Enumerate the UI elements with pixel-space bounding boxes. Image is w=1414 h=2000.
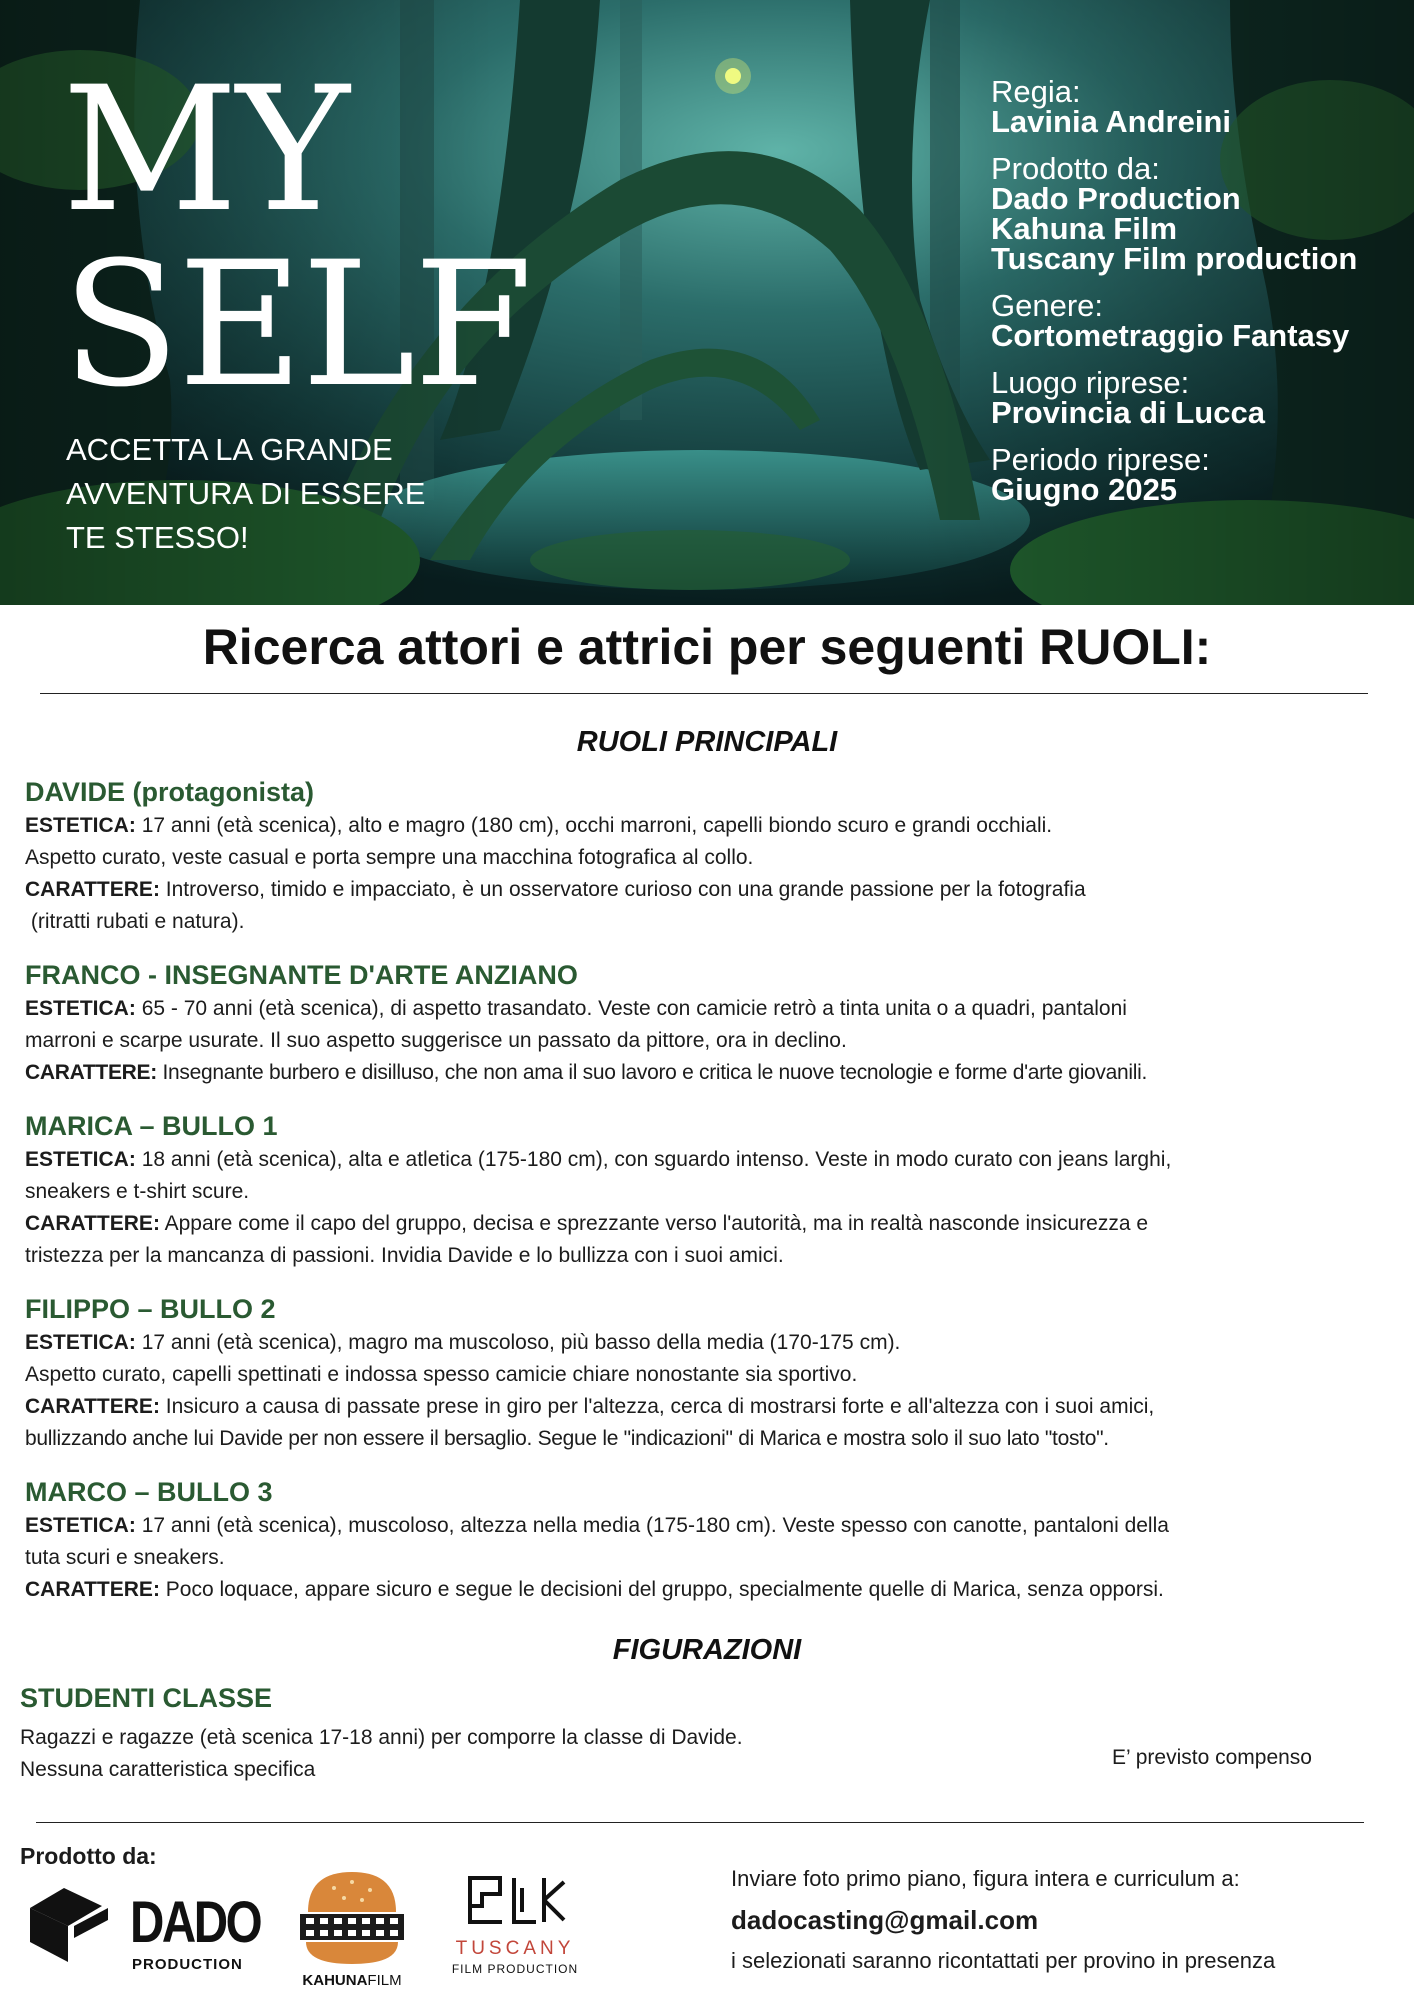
role-franco — [25, 957, 1400, 1089]
contact-instructions: Inviare foto primo piano, figura intera e curriculum a: — [731, 1866, 1240, 1891]
roles-list — [25, 774, 1400, 1625]
estetica-label: ESTETICA: — [25, 1148, 136, 1171]
carattere-label: CARATTERE: — [25, 1578, 160, 1601]
produced-by-label: Prodotto da: — [20, 1843, 157, 1869]
role-estetica — [25, 993, 1400, 1057]
credit-location — [991, 367, 1411, 428]
role-carattere — [25, 874, 1400, 938]
compensation-note: E’ previsto compenso — [1112, 1746, 1312, 1769]
dado-production-logo — [24, 1878, 264, 1978]
estetica-label: ESTETICA: — [25, 814, 136, 837]
role-estetica — [25, 1144, 1400, 1208]
tagline-line: AVVENTURA DI ESSERE — [66, 476, 426, 511]
casting-heading: Ricerca attori e attrici per seguenti RUOLI: — [202, 619, 1212, 675]
kahuna-film-logo — [292, 1868, 412, 1994]
estetica-text: 17 anni (età scenica), magro ma muscoloso, più basso della media (170-175 cm). — [141, 1331, 901, 1354]
carattere-text: Appare come il capo del gruppo, decisa e sprezzante verso l'autorità, ma in realtà nasconde insicurezza e — [164, 1212, 1149, 1235]
dado-wordmark: DADO — [130, 1890, 261, 1955]
role-name: MARICA – BULLO 1 — [25, 1111, 278, 1141]
credit-label: Regia: — [991, 74, 1081, 109]
contact-note: i selezionati saranno ricontattati per provino in presenza — [731, 1948, 1276, 1973]
tuscany-wordmark: TUSCANY — [455, 1938, 575, 1959]
carattere-label: CARATTERE: — [25, 1061, 157, 1084]
credit-value: Kahuna Film — [991, 211, 1178, 246]
divider — [40, 693, 1368, 694]
role-carattere — [25, 1208, 1400, 1272]
credit-period — [991, 444, 1411, 505]
extras-description — [20, 1722, 743, 1786]
estetica-text: sneakers e t-shirt scure. — [25, 1180, 250, 1203]
role-marica — [25, 1108, 1400, 1272]
dado-icon — [24, 1878, 116, 1964]
credit-label: Prodotto da: — [991, 151, 1160, 186]
section-title-extras: FIGURAZIONI — [612, 1634, 802, 1666]
role-carattere — [25, 1391, 1400, 1455]
dado-subtitle: PRODUCTION — [132, 1956, 243, 1973]
carattere-label: CARATTERE: — [25, 1212, 160, 1235]
tuscany-icon — [440, 1872, 590, 1932]
credit-label: Luogo riprese: — [991, 365, 1190, 400]
burger-film-icon — [292, 1868, 412, 1968]
carattere-text: tristezza per la mancanza di passioni. Invidia Davide e lo bullizza con i suoi amici. — [25, 1244, 784, 1267]
estetica-text: 65 - 70 anni (età scenica), di aspetto trasandato. Veste con camicie retrò a tinta unita o a quadri, pantaloni — [141, 997, 1127, 1020]
credit-label: Genere: — [991, 288, 1104, 323]
role-filippo — [25, 1291, 1400, 1455]
role-estetica — [25, 1327, 1400, 1391]
estetica-text: Aspetto curato, capelli spettinati e indossa spesso camicie chiare nonostante sia sportivo. — [25, 1363, 858, 1386]
credit-label: Periodo riprese: — [991, 442, 1210, 477]
carattere-text: Insicuro a causa di passate prese in giro per l'altezza, cerca di mostrarsi forte e all'altezza con i suoi amici, — [165, 1395, 1155, 1418]
credit-producers — [991, 153, 1411, 274]
credit-value: Lavinia Andreini — [991, 104, 1232, 139]
credit-value: Cortometraggio Fantasy — [991, 318, 1350, 353]
carattere-label: CARATTERE: — [25, 1395, 160, 1418]
role-name: FILIPPO – BULLO 2 — [25, 1294, 276, 1324]
kahuna-wordmark-light: FILM — [367, 1972, 402, 1989]
role-davide — [25, 774, 1400, 938]
role-estetica — [25, 1510, 1400, 1574]
extras-role-name: STUDENTI CLASSE — [20, 1683, 273, 1713]
contact-info — [731, 1863, 1411, 1977]
tuscany-subtitle: FILM PRODUCTION — [451, 1962, 579, 1976]
kahuna-wordmark — [292, 1972, 412, 1989]
credit-value: Dado Production — [991, 181, 1241, 216]
credit-value: Tuscany Film production — [991, 241, 1358, 276]
credit-value: Giugno 2025 — [991, 472, 1178, 507]
estetica-text: tuta scuri e sneakers. — [25, 1546, 225, 1569]
role-carattere — [25, 1057, 1400, 1089]
carattere-text: (ritratti rubati e natura). — [25, 910, 245, 933]
contact-email[interactable]: dadocasting@gmail.com — [731, 1905, 1039, 1935]
estetica-label: ESTETICA: — [25, 997, 136, 1020]
role-name: FRANCO - INSEGNANTE D'ARTE ANZIANO — [25, 960, 578, 990]
film-title — [62, 49, 531, 425]
credit-value: Provincia di Lucca — [991, 395, 1265, 430]
role-carattere — [25, 1574, 1400, 1606]
estetica-label: ESTETICA: — [25, 1331, 136, 1354]
estetica-text: 18 anni (età scenica), alta e atletica (175-180 cm), con sguardo intenso. Veste in modo curato con jeans larghi, — [141, 1148, 1172, 1171]
hero-banner — [0, 0, 1414, 605]
kahuna-wordmark-bold: KAHUNA — [302, 1972, 368, 1989]
estetica-text: 17 anni (età scenica), alto e magro (180 cm), occhi marroni, capelli biondo scuro e grandi occhiali. — [141, 814, 1053, 837]
estetica-text: Aspetto curato, veste casual e porta sempre una macchina fotografica al collo. — [25, 846, 754, 869]
tagline-line: TE STESSO! — [66, 520, 249, 555]
carattere-text: Insegnante burbero e disilluso, che non ama il suo lavoro e critica le nuove tecnologie e forme d'arte giovanili. — [162, 1061, 1148, 1084]
tagline — [66, 428, 446, 560]
estetica-text: 17 anni (età scenica), muscoloso, altezza nella media (175-180 cm). Veste spesso con canotte, pantaloni della — [141, 1514, 1169, 1537]
divider — [36, 1822, 1364, 1823]
role-name: DAVIDE (protagonista) — [25, 777, 314, 807]
carattere-text: Poco loquace, appare sicuro e segue le decisioni del gruppo, specialmente quelle di Marica, senza opporsi. — [165, 1578, 1164, 1601]
carattere-label: CARATTERE: — [25, 878, 160, 901]
film-title-line-1: MY — [62, 49, 348, 250]
section-title-principal: RUOLI PRINCIPALI — [576, 726, 838, 758]
role-marco — [25, 1474, 1400, 1606]
film-credits — [991, 76, 1411, 521]
credit-genre — [991, 290, 1411, 351]
estetica-label: ESTETICA: — [25, 1514, 136, 1537]
estetica-text: marroni e scarpe usurate. Il suo aspetto suggerisce un passato da pittore, ora in declino. — [25, 1029, 847, 1052]
carattere-text: bullizzando anche lui Davide per non essere il bersaglio. Segue le "indicazioni" di Marica e mostra solo il suo lato "tosto". — [25, 1427, 1109, 1450]
role-estetica — [25, 810, 1400, 874]
role-name: MARCO – BULLO 3 — [25, 1477, 273, 1507]
film-title-line-2: SELF — [62, 224, 531, 425]
tagline-line: ACCETTA LA GRANDE — [66, 432, 393, 467]
extras-line: Ragazzi e ragazze (età scenica 17-18 anni) per comporre la classe di Davide. — [20, 1726, 743, 1749]
extras-line: Nessuna caratteristica specifica — [20, 1758, 316, 1781]
credit-director — [991, 76, 1411, 137]
carattere-text: Introverso, timido e impacciato, è un osservatore curioso con una grande passione per la fotografia — [165, 878, 1086, 901]
tuscany-film-logo — [440, 1872, 590, 1984]
